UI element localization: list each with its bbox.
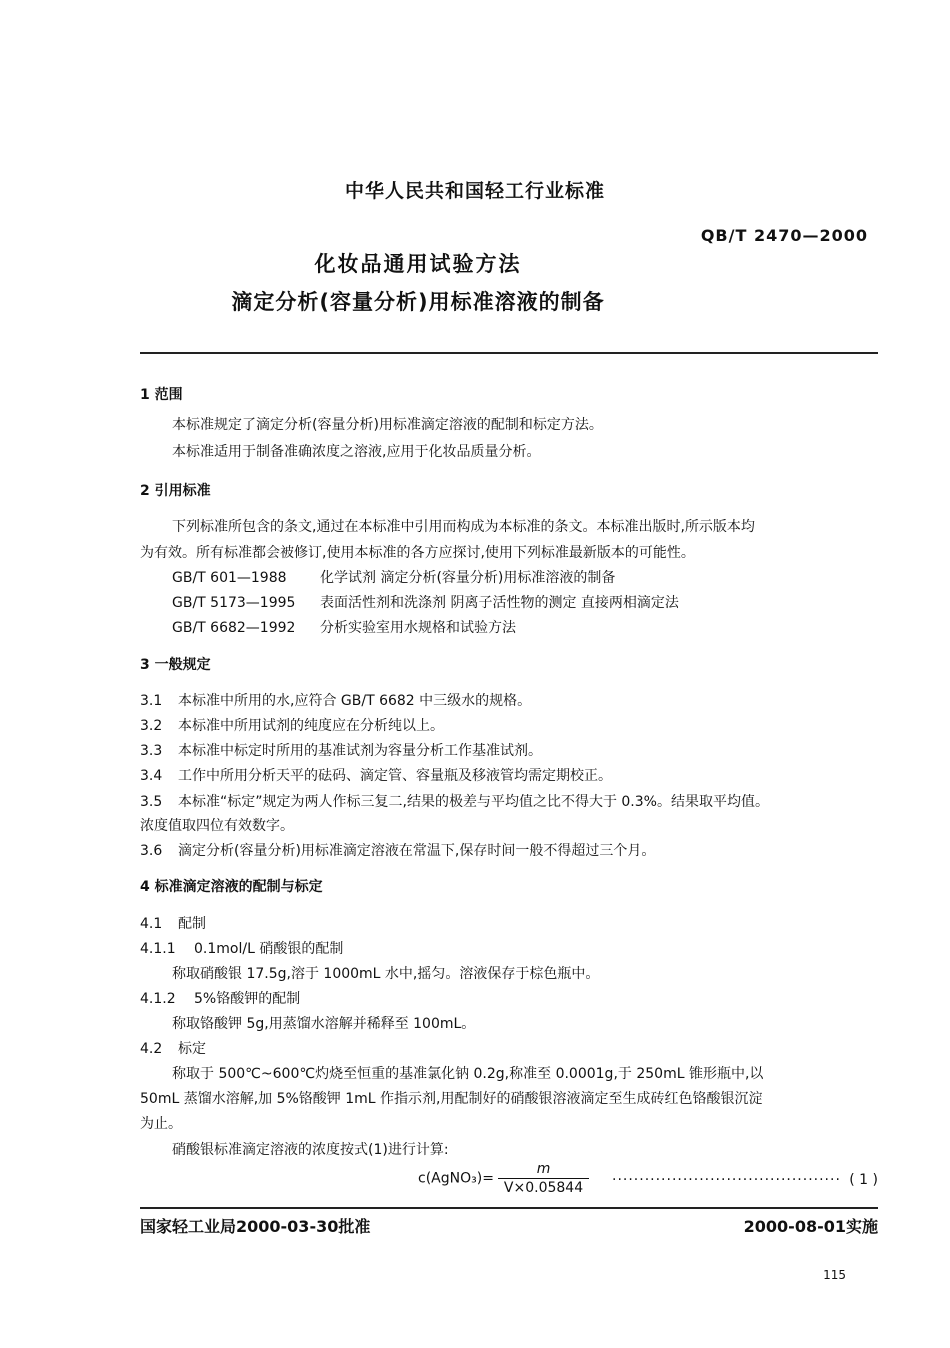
section-1-para-2: 本标准适用于制备准确浓度之溶液,应用于化妆品质量分析。: [172, 444, 541, 460]
formula-lhs: c(AgNO₃)=: [418, 1170, 494, 1187]
subsection-title: 0.1mol/L 硝酸银的配制: [194, 941, 344, 957]
clause-text: 本标准中所用试剂的纯度应在分析纯以上。: [178, 718, 444, 734]
clause-number: 3.4: [140, 768, 163, 784]
clause-text: 本标准“标定”规定为两人作标三复二,结果的极差与平均值之比不得大于 0.3%。结果取平均值。: [178, 794, 769, 810]
subsection-title: 标定: [178, 1041, 206, 1057]
clause-text: 工作中所用分析天平的砝码、滴定管、容量瓶及移液管均需定期校正。: [178, 768, 612, 784]
calibration-text-line-2: 50mL 蒸馏水溶解,加 5%铬酸钾 1mL 作指示剂,用配制好的硝酸银溶液滴定至生成砖红色铬酸银沉淀: [140, 1091, 763, 1107]
subsection-number: 4.1: [140, 916, 163, 932]
subsection-title: 配制: [178, 916, 206, 932]
clause-item: [140, 838, 655, 864]
formula-fraction: [498, 1160, 589, 1197]
reference-item: [172, 565, 615, 591]
formula-denominator: V×0.05844: [503, 1180, 584, 1196]
section-4-heading: 4 标准滴定溶液的配制与标定: [140, 879, 323, 895]
document-title-line1: 化妆品通用试验方法: [314, 252, 522, 276]
reference-title: 化学试剂 滴定分析(容量分析)用标准溶液的制备: [320, 570, 616, 586]
clause-text: 滴定分析(容量分析)用标准滴定溶液在常温下,保存时间一般不得超过三个月。: [178, 843, 656, 859]
section-3-heading: 3 一般规定: [140, 657, 211, 673]
effective-date: 2000-08-01实施: [743, 1217, 878, 1236]
section-2-heading: 2 引用标准: [140, 483, 211, 499]
calculation-intro: 硝酸银标准滴定溶液的浓度按式(1)进行计算:: [172, 1142, 449, 1158]
footer-divider: [140, 1207, 878, 1209]
concentration-formula: [418, 1160, 589, 1197]
clause-number: 3.6: [140, 843, 163, 859]
clause-number: 3.3: [140, 743, 163, 759]
page-number: 115: [823, 1268, 846, 1282]
reference-item: [172, 615, 516, 641]
document-title-line2: 滴定分析(容量分析)用标准溶液的制备: [231, 290, 605, 314]
section-2-para-line-2: 为有效。所有标准都会被修订,使用本标准的各方应探讨,使用下列标准最新版本的可能性。: [140, 545, 695, 561]
calibration-text-line-1: 称取于 500℃~600℃灼烧至恒重的基准氯化钠 0.2g,称准至 0.0001g,于 250mL 锥形瓶中,以: [172, 1066, 764, 1082]
subsection-4-1: [140, 911, 206, 937]
clause-continuation: 浓度值取四位有效数字。: [140, 818, 294, 834]
standard-code: QB/T 2470—2000: [700, 226, 868, 245]
reference-code: GB/T 601—1988: [172, 570, 287, 586]
clause-item: [140, 763, 612, 789]
subsection-4-1-1: [140, 936, 343, 962]
clause-item: [140, 688, 531, 714]
reference-code: GB/T 5173—1995: [172, 595, 296, 611]
section-1-para-1: 本标准规定了滴定分析(容量分析)用标准滴定溶液的配制和标定方法。: [172, 417, 603, 433]
clause-item: [140, 738, 542, 764]
calibration-text-line-3: 为止。: [140, 1116, 182, 1132]
clause-item: [140, 713, 444, 739]
section-2-para-line-1: 下列标准所包含的条文,通过在本标准中引用而构成为本标准的条文。本标准出版时,所示版本均: [172, 519, 755, 535]
subsection-title: 5%铬酸钾的配制: [194, 991, 301, 1007]
subsection-4-1-2: [140, 986, 300, 1012]
section-1-heading: 1 范围: [140, 387, 183, 403]
reference-title: 表面活性剂和洗涤剂 阴离子活性物的测定 直接两相滴定法: [320, 595, 679, 611]
clause-text: 本标准中标定时所用的基准试剂为容量分析工作基准试剂。: [178, 743, 542, 759]
approval-date: 国家轻工业局2000-03-30批准: [140, 1217, 371, 1236]
clause-number: 3.5: [140, 794, 163, 810]
clause-item: [140, 789, 769, 815]
subsection-4-2: [140, 1036, 206, 1062]
equation-number: ( 1 ): [849, 1172, 878, 1188]
clause-text: 本标准中所用的水,应符合 GB/T 6682 中三级水的规格。: [178, 693, 532, 709]
clause-number: 3.2: [140, 718, 163, 734]
subsection-number: 4.2: [140, 1041, 163, 1057]
reference-code: GB/T 6682—1992: [172, 620, 296, 636]
formula-numerator: m: [498, 1160, 589, 1179]
clause-number: 3.1: [140, 693, 163, 709]
reference-title: 分析实验室用水规格和试验方法: [320, 620, 516, 636]
subsection-4-1-2-text: 称取铬酸钾 5g,用蒸馏水溶解并稀释至 100mL。: [172, 1016, 476, 1032]
subsection-number: 4.1.2: [140, 991, 176, 1007]
subsection-4-1-1-text: 称取硝酸银 17.5g,溶于 1000mL 水中,摇匀。溶液保存于棕色瓶中。: [172, 966, 600, 982]
reference-item: [172, 590, 679, 616]
issuing-organization: 中华人民共和国轻工行业标准: [344, 180, 605, 202]
subsection-number: 4.1.1: [140, 941, 176, 957]
formula-leader-dots: ··········································: [612, 1172, 841, 1188]
header-divider: [140, 352, 878, 354]
